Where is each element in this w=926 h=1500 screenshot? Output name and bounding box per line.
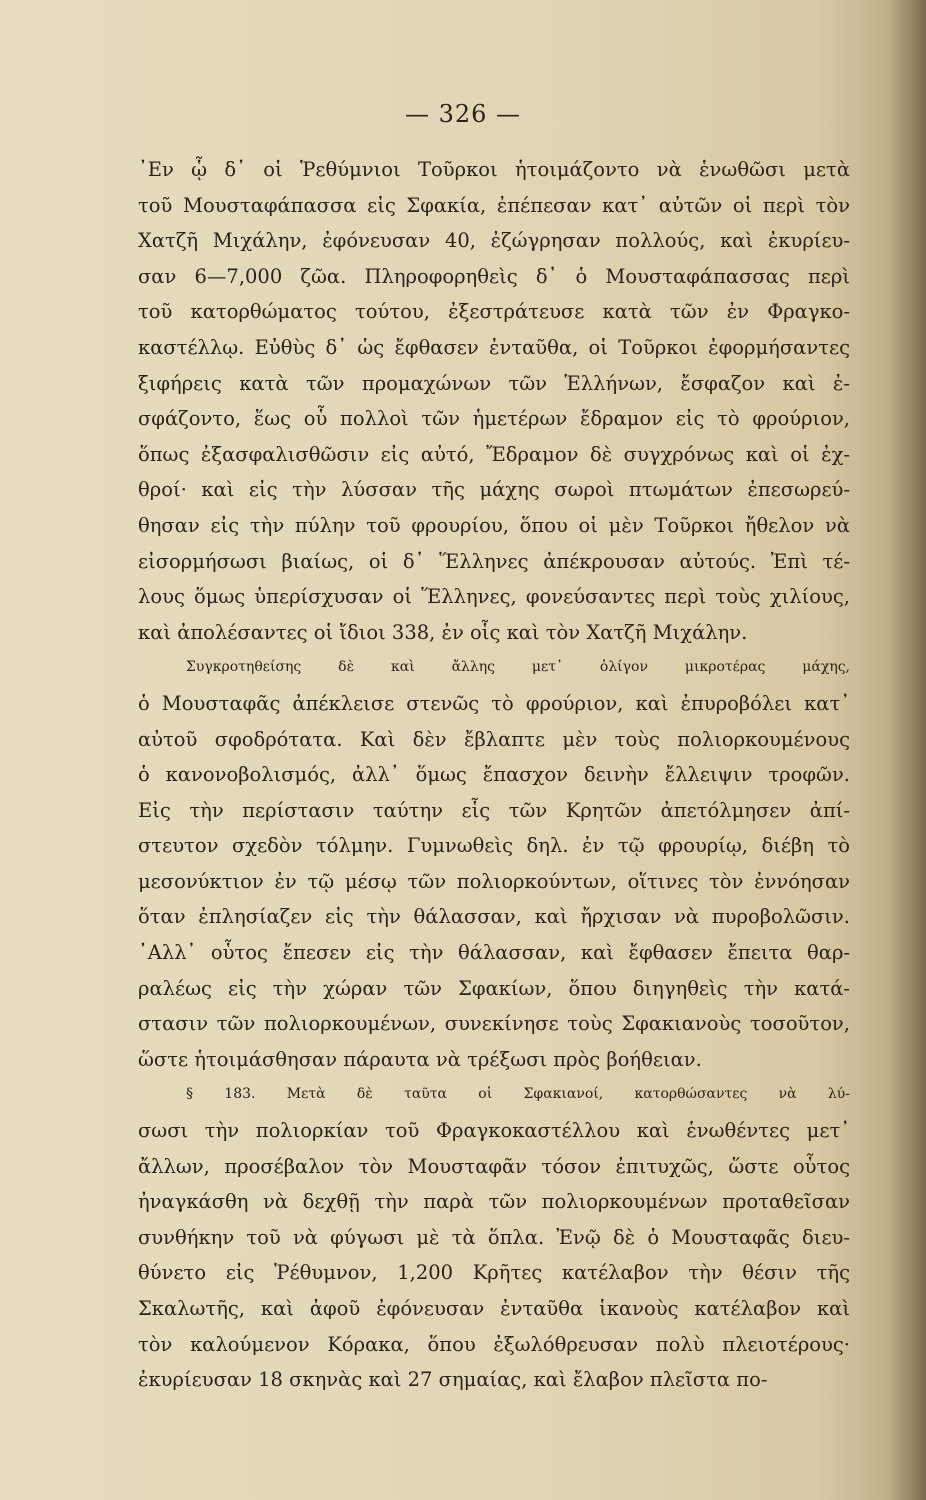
- text-line: καὶ ἀπολέσαντες οἱ ἴδιοι 338, ἐν οἷς καὶ τὸν Χατζῆ Μιχάλην.: [138, 620, 748, 644]
- page-number: — 326 —: [404, 100, 522, 128]
- text-line: συνθήκην τοῦ νὰ φύγωσι μὲ τὰ ὅπλα. Ἐνῷ δὲ ὁ Μουσταφᾶς διευ-: [138, 1225, 850, 1249]
- text-line: ξιφήρεις κατὰ τῶν προμαχώνων τῶν Ἑλλήνων, ἔσφαζον καὶ ἐ-: [138, 371, 850, 395]
- paragraph: [138, 650, 850, 1077]
- text-line: Σκαλωτῆς, καὶ ἀφοῦ ἐφόνευσαν ἐνταῦθα ἱκανοὺς κατέλαβον καὶ: [138, 1297, 850, 1320]
- text-line: καστέλλῳ. Εὐθὺς δ᾽ ὡς ἔφθασεν ἐνταῦθα, οἱ Τοῦρκοι ἐφορμήσαντες: [138, 335, 850, 359]
- text-line: λους ὅμως ὑπερίσχυσαν οἱ Ἕλληνες, φονεύσαντες περὶ τοὺς χιλίους,: [138, 585, 850, 609]
- text-line: ὁ κανονοβολισμός, ἀλλ᾽ ὅμως ἔπασχον δεινὴν ἔλλειψιν τροφῶν.: [138, 763, 850, 787]
- text-line: τὸν καλούμενον Κόρακα, ὅπου ἐξωλόθρευσαν πολὺ πλειοτέρους·: [138, 1332, 850, 1356]
- text-line: ραλέως εἰς τὴν χώραν τῶν Σφακίων, ὅπου διηγηθεὶς τὴν κατά-: [138, 976, 850, 1000]
- text-line: Εἰς τὴν περίστασιν ταύτην εἷς τῶν Κρητῶν ἀπετόλμησεν ἀπί-: [138, 798, 850, 822]
- paragraph: [138, 152, 850, 650]
- text-line: θύνετο εἰς Ῥέθυμνον, 1,200 Κρῆτες κατέλαβον τὴν θέσιν τῆς: [138, 1261, 850, 1285]
- text-line: θροί· καὶ εἰς τὴν λύσσαν τῆς μάχης σωροὶ πτωμάτων ἐπεσωρεύ-: [138, 478, 850, 502]
- text-line: μεσονύκτιον ἐν τῷ μέσῳ τῶν πολιορκούντων, οἵτινες τὸν ἐννόησαν: [138, 869, 850, 893]
- text-line: σφάζοντο, ἕως οὗ πολλοὶ τῶν ἡμετέρων ἔδραμον εἰς τὸ φρούριον,: [138, 407, 850, 431]
- text-line: αὐτοῦ σφοδρότατα. Καὶ δὲν ἔβλαπτε μὲν τοὺς πολιορκουμένους: [138, 727, 850, 751]
- text-line: Συγκροτηθείσης δὲ καὶ ἄλλης μετ᾽ ὀλίγον μικροτέρας μάχης,: [186, 659, 850, 676]
- text-line: τοῦ κατορθώματος τούτου, ἐξεστράτευσε κατὰ τῶν ἐν Φραγκο-: [138, 300, 850, 324]
- paragraph: [138, 1077, 850, 1397]
- text-line: σαν 6—7,000 ζῶα. Πληροφορηθεὶς δ᾽ ὁ Μουσταφάπασσας περὶ: [138, 264, 850, 288]
- text-line: ὅπως ἐξασφαλισθῶσιν εἰς αὐτό, Ἔδραμον δὲ συγχρόνως καὶ οἱ ἐχ-: [138, 442, 850, 466]
- text-line: σωσι τὴν πολιορκίαν τοῦ Φραγκοκαστέλλου καὶ ἑνωθέντες μετ᾽: [138, 1119, 850, 1143]
- text-line: τοῦ Μουσταφάπασσα εἰς Σφακία, ἐπέπεσαν κατ᾽ αὐτῶν οἱ περὶ τὸν: [138, 193, 850, 217]
- text-line: ἠναγκάσθη νὰ δεχθῇ τὴν παρὰ τῶν πολιορκουμένων προταθεῖσαν: [138, 1190, 850, 1214]
- text-line: ὅταν ἐπλησίαζεν εἰς τὴν θάλασσαν, καὶ ἤρχισαν νὰ πυροβολῶσιν.: [138, 905, 850, 929]
- text-line: στασιν τῶν πολιορκουμένων, συνεκίνησε τοὺς Σφακιανοὺς τοσοῦτον,: [138, 1012, 850, 1036]
- text-line: εἰσορμήσωσι βιαίως, οἱ δ᾽ Ἕλληνες ἀπέκρουσαν αὐτούς. Ἐπὶ τέ-: [138, 549, 850, 573]
- text-line: θησαν εἰς τὴν πύλην τοῦ φρουρίου, ὅπου οἱ μὲν Τοῦρκοι ἤθελον νὰ: [138, 513, 850, 537]
- text-line: ᾽Εν ᾧ δ᾽ οἱ Ῥεθύμνιοι Τοῦρκοι ἡτοιμάζοντο νὰ ἑνωθῶσι μετὰ: [138, 158, 850, 181]
- page-gutter-shadow: [888, 0, 926, 1500]
- body-text: [138, 152, 850, 1398]
- text-line: ἐκυρίευσαν 18 σκηνὰς καὶ 27 σημαίας, καὶ ἔλαβον πλεῖστα πο-: [138, 1368, 768, 1392]
- text-line: ὁ Μουσταφᾶς ἀπέκλεισε στενῶς τὸ φρούριον, καὶ ἐπυροβόλει κατ᾽: [138, 691, 850, 715]
- text-line: § 183. Μετὰ δὲ ταῦτα οἱ Σφακιανοί, κατορθώσαντες νὰ λύ-: [186, 1086, 850, 1103]
- text-line: στευτον σχεδὸν τόλμην. Γυμνωθεὶς δηλ. ἐν τῷ φρουρίῳ, διέβη τὸ: [138, 834, 850, 858]
- text-line: ᾽Αλλ᾽ οὗτος ἔπεσεν εἰς τὴν θάλασσαν, καὶ ἔφθασεν ἔπειτα θαρ-: [138, 941, 850, 965]
- text-line: ὥστε ἡτοιμάσθησαν πάραυτα νὰ τρέξωσι πρὸς βοήθειαν.: [138, 1047, 702, 1071]
- text-line: Χατζῆ Μιχάλην, ἐφόνευσαν 40, ἐζώγρησαν πολλούς, καὶ ἐκυρίευ-: [138, 229, 850, 253]
- text-line: ἄλλων, προσέβαλον τὸν Μουσταφᾶν τόσον ἐπιτυχῶς, ὥστε οὗτος: [138, 1154, 850, 1178]
